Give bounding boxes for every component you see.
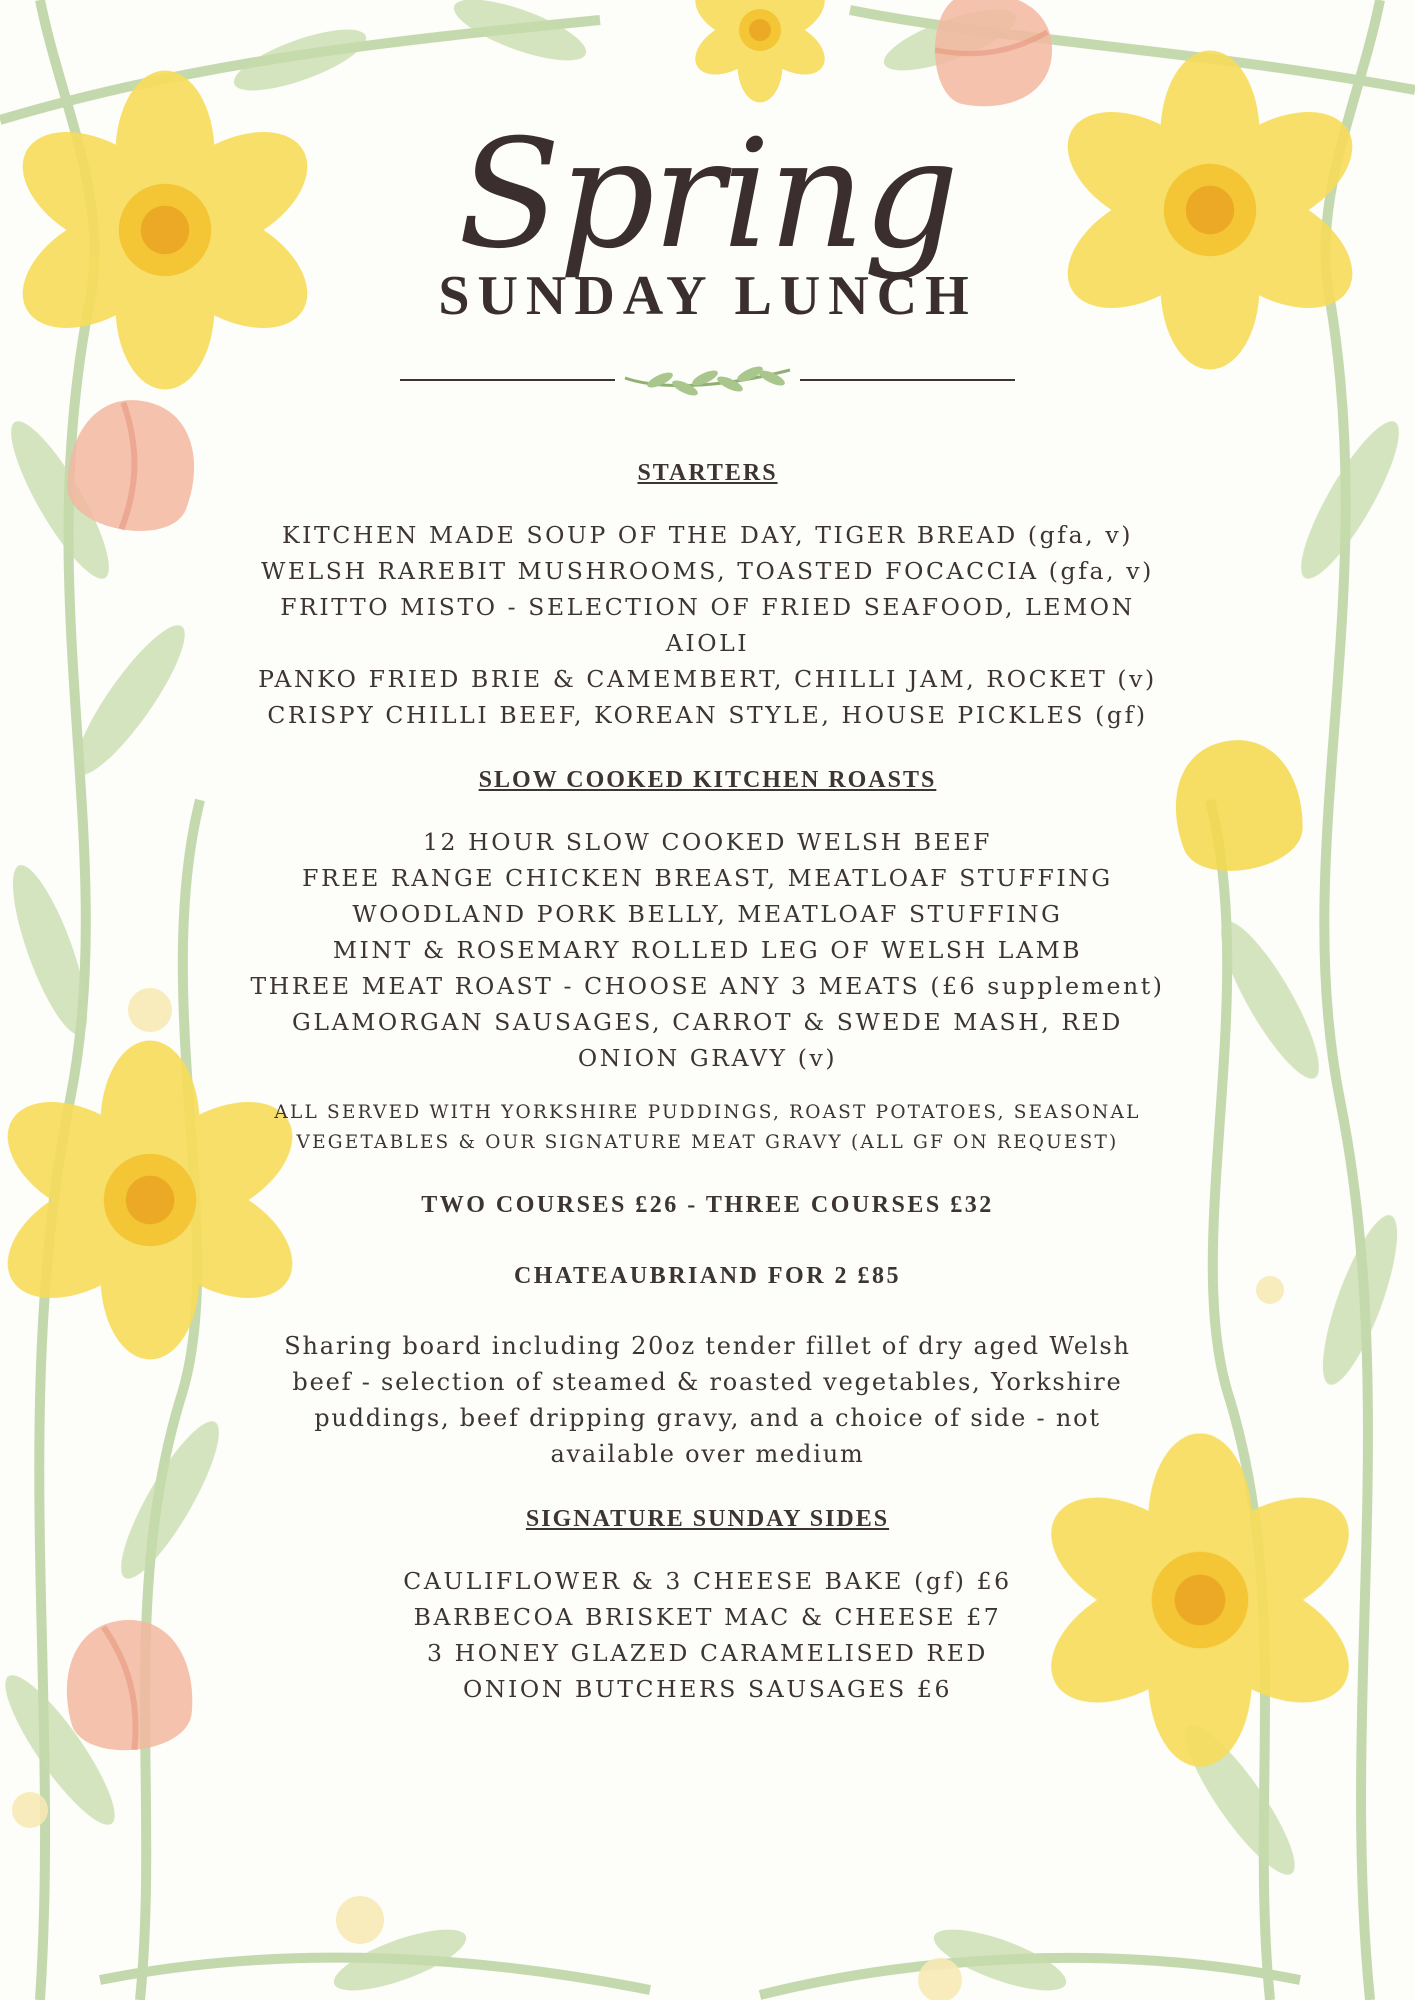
sprig-icon <box>400 350 1015 410</box>
list-item: FRITTO MISTO - SELECTION OF FRIED SEAFOOD, LEMON AIOLI <box>280 593 1135 657</box>
title-divider <box>400 350 1015 410</box>
starters-list <box>240 517 1175 733</box>
list-item: 3 HONEY GLAZED CARAMELISED RED ONION BUTCHERS SAUSAGES £6 <box>426 1639 988 1703</box>
roasts-heading: SLOW COOKED KITCHEN ROASTS <box>478 767 937 793</box>
list-item: MINT & ROSEMARY ROLLED LEG OF WELSH LAMB <box>332 936 1083 964</box>
list-item: PANKO FRIED BRIE & CAMEMBERT, CHILLI JAM, ROCKET (v) <box>258 665 1157 693</box>
list-item: WOODLAND PORK BELLY, MEATLOAF STUFFING <box>352 900 1063 928</box>
menu-content <box>240 110 1175 1707</box>
chateaubriand-description: Sharing board including 20oz tender fillet of dry aged Welsh beef - selection of steamed & roasted vegetables, Yorkshire puddings, beef dripping gravy, and a choice of side - not available over medium <box>284 1332 1131 1468</box>
roasts-list <box>240 824 1175 1076</box>
list-item: 12 HOUR SLOW COOKED WELSH BEEF <box>422 828 993 856</box>
sides-list <box>240 1563 1175 1707</box>
list-item: THREE MEAT ROAST - CHOOSE ANY 3 MEATS (£6 supplement) <box>250 972 1165 1000</box>
roasts-note: ALL SERVED WITH YORKSHIRE PUDDINGS, ROAST POTATOES, SEASONAL VEGETABLES & OUR SIGNATURE MEAT GRAVY (ALL GF ON REQUEST) <box>274 1102 1141 1153</box>
course-pricing: TWO COURSES £26 - THREE COURSES £32 <box>421 1192 994 1218</box>
list-item: WELSH RAREBIT MUSHROOMS, TOASTED FOCACCIA (gfa, v) <box>261 557 1154 585</box>
list-item: FREE RANGE CHICKEN BREAST, MEATLOAF STUFFING <box>302 864 1113 892</box>
list-item: CRISPY CHILLI BEEF, KOREAN STYLE, HOUSE PICKLES (gf) <box>267 701 1148 729</box>
menu-title-script: Spring <box>457 108 958 282</box>
sides-heading: SIGNATURE SUNDAY SIDES <box>525 1506 890 1532</box>
chateaubriand-heading: CHATEAUBRIAND FOR 2 £85 <box>513 1263 902 1289</box>
menu-subtitle: SUNDAY LUNCH <box>438 265 977 327</box>
list-item: CAULIFLOWER & 3 CHEESE BAKE (gf) £6 <box>403 1567 1012 1595</box>
list-item: BARBECOA BRISKET MAC & CHEESE £7 <box>413 1603 1002 1631</box>
list-item: KITCHEN MADE SOUP OF THE DAY, TIGER BREAD (gfa, v) <box>282 521 1133 549</box>
list-item: GLAMORGAN SAUSAGES, CARROT & SWEDE MASH, RED ONION GRAVY (v) <box>292 1008 1123 1072</box>
starters-heading: STARTERS <box>637 460 778 486</box>
